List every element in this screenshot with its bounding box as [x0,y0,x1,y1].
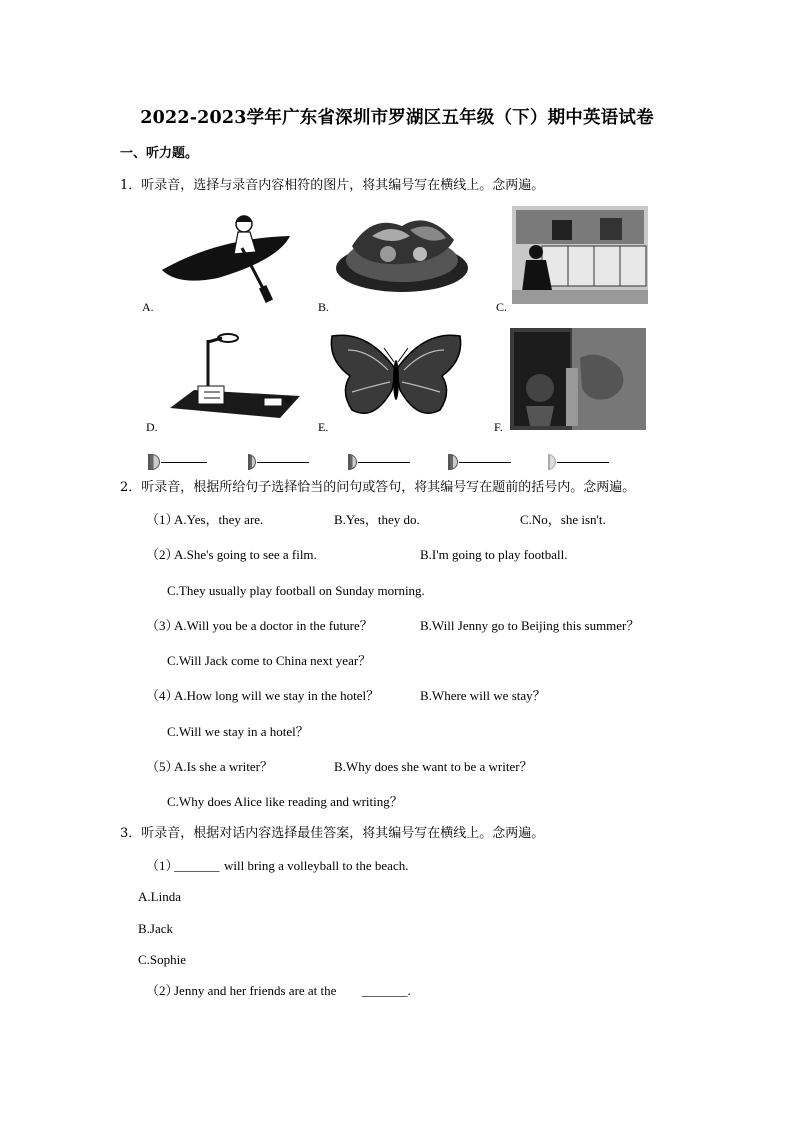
q2-item-2-option-a: A.She's going to see a film. [174,547,317,562]
q3-item-1-option-b: B.Jack [138,921,174,936]
question-1-stem: 1．听录音，选择与录音内容相符的图片，将其编号写在横线上。念两遍。 [120,178,545,193]
picture-label-c: C. [496,300,508,314]
answer-blank-2[interactable] [248,454,309,470]
q2-item-4-option-b: B.Where will we stay？ [420,688,546,703]
q3-item-1-text: will bring a volleyball to the beach. [224,858,409,873]
q3-item-1-number: （1） [146,858,179,873]
q3-item-1-option-a: A.Linda [138,889,181,904]
q2-item-3-option-c: C.Will Jack come to China next year？ [167,653,372,668]
desk-lamp-picture [164,330,304,426]
q2-item-1-option-c: C.No，she isn't. [520,512,606,527]
picture-label-b: B. [318,300,330,314]
q2-item-4-number: （4） [146,688,179,703]
q3-item-2-blank[interactable]: _______. [362,983,411,998]
picture-label-d: D. [146,420,158,434]
q3-item-2-text: Jenny and her friends are at the [174,983,337,998]
q2-item-5-option-b: B.Why does she want to be a writer？ [334,759,533,774]
question-2-stem: 2．听录音，根据所给句子选择恰当的问句或答句，将其编号写在题前的括号内。念两遍。 [120,480,636,495]
picture-label-e: E. [318,420,329,434]
q2-item-4-option-a: A.How long will we stay in the hotel？ [174,688,380,703]
girl-in-canoe-picture [158,208,298,308]
q2-item-5-option-c: C.Why does Alice like reading and writing？ [167,794,403,809]
question-3-stem: 3．听录音，根据对话内容选择最佳答案，将其编号写在横线上。念两遍。 [120,826,545,841]
butterfly-picture [328,330,464,428]
answer-blank-3[interactable] [348,454,410,470]
picture-label-a: A. [142,300,154,314]
q2-item-5-option-a: A.Is she a writer？ [174,759,273,774]
q2-item-3-option-b: B.Will Jenny go to Beijing this summer？ [420,618,640,633]
q2-item-3-number: （3） [146,618,179,633]
q3-item-1-blank[interactable]: _______ [174,858,220,873]
picture-label-f: F. [494,420,503,434]
q2-item-4-option-c: C.Will we stay in a hotel？ [167,724,309,739]
q3-item-2-number: （2） [146,983,179,998]
answer-blank-4[interactable] [448,454,511,470]
dark-photo-picture [510,328,646,430]
section-heading-listening: 一、听力题。 [120,146,199,161]
q2-item-1-option-a: A.Yes，they are. [174,512,264,527]
q2-item-2-number: （2） [146,547,179,562]
q2-item-2-option-b: B.I'm going to play football. [420,547,568,562]
q3-item-1-option-c: C.Sophie [138,952,187,967]
q2-item-5-number: （5） [146,759,179,774]
q2-item-1-number: （1） [146,512,179,527]
answer-blank-1[interactable] [148,454,207,470]
page-title: 2022-2023学年广东省深圳市罗湖区五年级（下）期中英语试卷 [140,108,654,128]
seafood-plate-picture [332,206,472,298]
q2-item-3-option-a: A.Will you be a doctor in the future？ [174,618,373,633]
q2-item-1-option-b: B.Yes，they do. [334,512,420,527]
answer-blank-5[interactable] [548,454,609,470]
person-at-shelves-picture [512,206,648,304]
q2-item-2-option-c: C.They usually play football on Sunday morning. [167,583,425,598]
